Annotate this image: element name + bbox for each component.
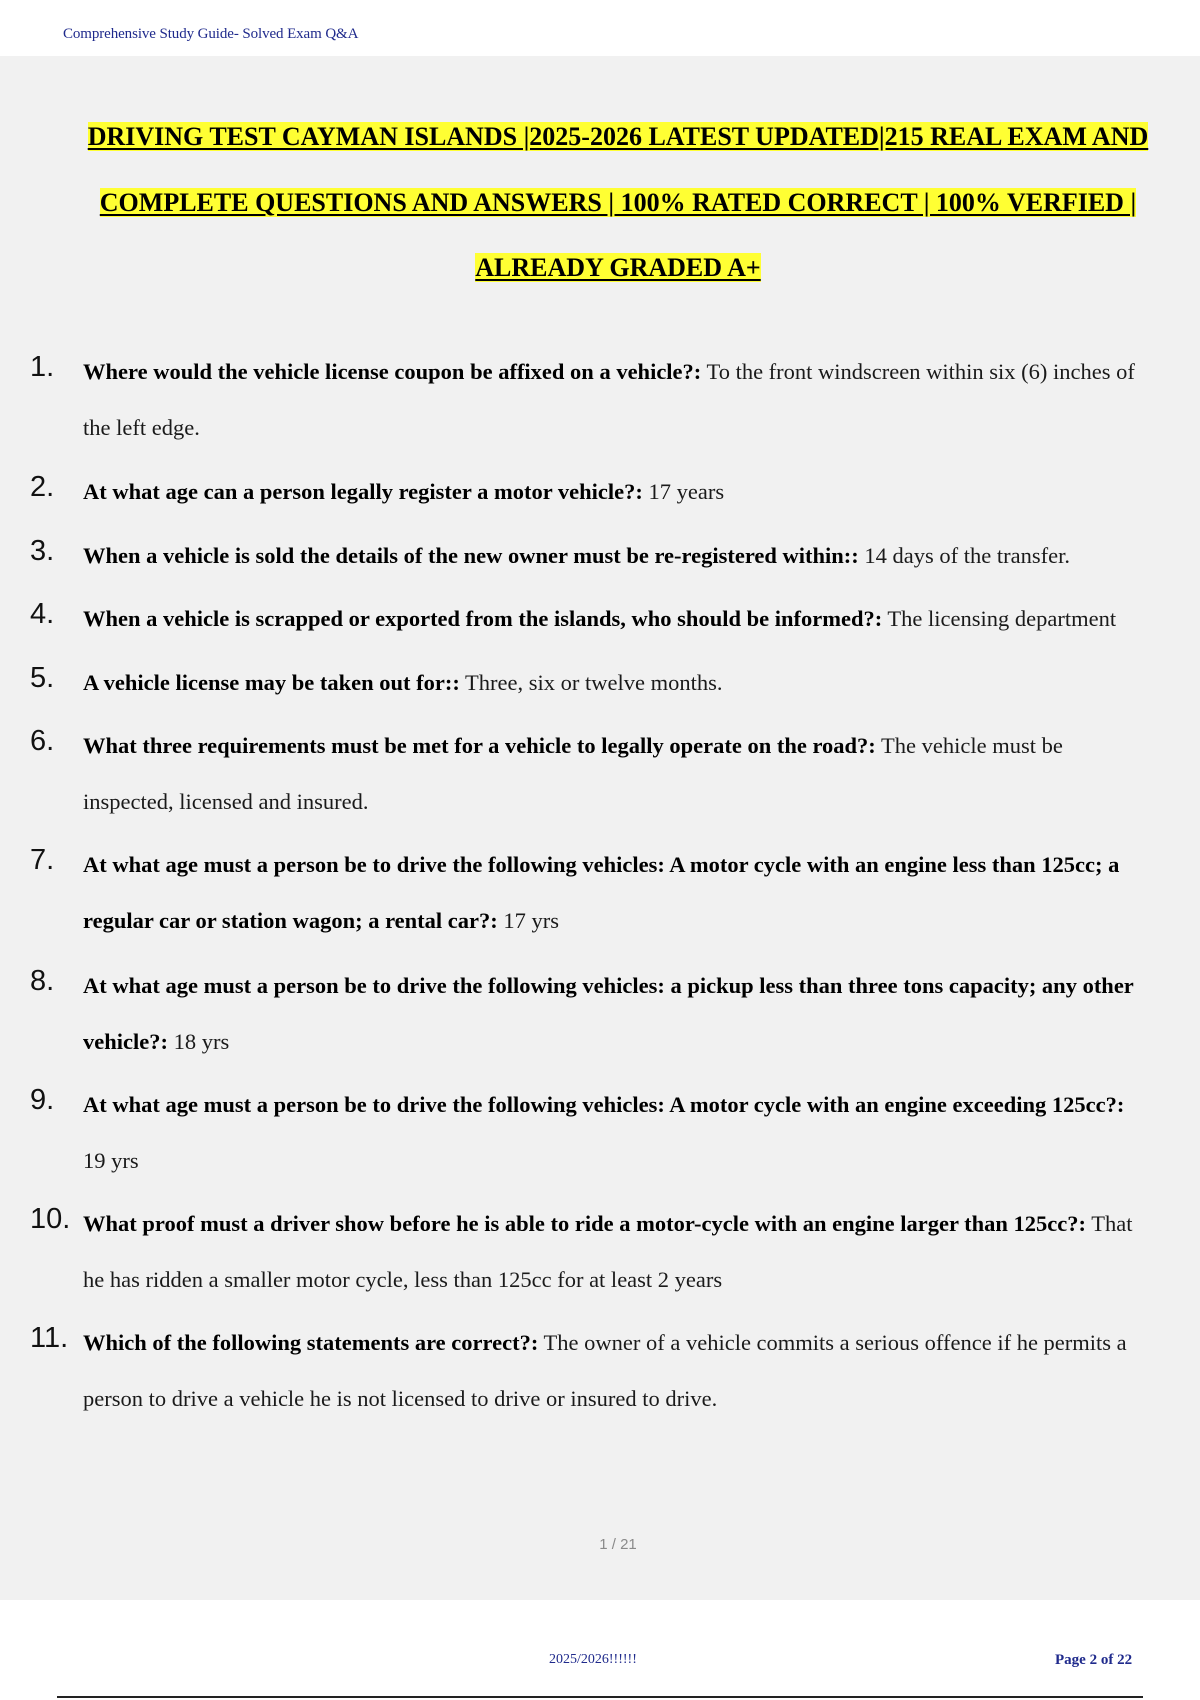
viewer-page-indicator: 1 / 21 bbox=[599, 1536, 637, 1553]
answer-text: To the front windscreen within six (6) inches of bbox=[701, 359, 1135, 384]
question-text-cont: vehicle?: bbox=[83, 1029, 168, 1054]
answer-text-cont: inspected, licensed and insured. bbox=[83, 789, 369, 814]
question-line-1 bbox=[83, 479, 724, 505]
question-text: Which of the following statements are correct?: bbox=[83, 1330, 539, 1355]
answer-text-cont: the left edge. bbox=[83, 415, 200, 440]
question-line-1 bbox=[83, 543, 1070, 569]
answer-text: That bbox=[1086, 1211, 1133, 1236]
title-line-3 bbox=[0, 253, 1200, 283]
question-number: 7. bbox=[30, 844, 55, 876]
question-text-cont: regular car or station wagon; a rental car?: bbox=[83, 908, 498, 933]
answer-text: The licensing department bbox=[882, 606, 1117, 631]
question-line-2 bbox=[83, 1267, 722, 1293]
title-line-2-text: COMPLETE QUESTIONS AND ANSWERS | 100% RATED CORRECT | 100% VERFIED | bbox=[99, 188, 1137, 217]
question-text: Where would the vehicle license coupon be affixed on a vehicle?: bbox=[83, 359, 702, 384]
question-text: At what age must a person be to drive the following vehicles: A motor cycle with an engine exceeding 125cc?: bbox=[83, 1092, 1125, 1117]
question-line-1 bbox=[83, 1092, 1124, 1118]
question-line-1 bbox=[83, 670, 722, 696]
question-number: 6. bbox=[30, 725, 55, 757]
question-line-2 bbox=[83, 908, 559, 934]
question-number: 4. bbox=[30, 598, 55, 630]
answer-text-cont: 19 yrs bbox=[83, 1148, 139, 1173]
question-line-1 bbox=[83, 852, 1119, 878]
question-number: 8. bbox=[30, 965, 55, 997]
question-line-1 bbox=[83, 1211, 1132, 1237]
question-number: 9. bbox=[30, 1084, 55, 1116]
page-footer bbox=[0, 1600, 1200, 1700]
question-line-2 bbox=[83, 789, 369, 815]
question-line-1 bbox=[83, 973, 1134, 999]
document-page bbox=[0, 56, 1200, 1600]
question-text: What three requirements must be met for a vehicle to legally operate on the road?: bbox=[83, 733, 876, 758]
top-header-bar bbox=[0, 0, 1200, 56]
question-line-2 bbox=[83, 1148, 139, 1174]
answer-text: The vehicle must be bbox=[875, 733, 1063, 758]
question-text: At what age must a person be to drive the following vehicles: a pickup less than three tons capacity; any other bbox=[83, 973, 1134, 998]
question-text: A vehicle license may be taken out for:: bbox=[83, 670, 460, 695]
question-text: At what age must a person be to drive the following vehicles: A motor cycle with an engine less than 125cc; a bbox=[83, 852, 1120, 877]
footer-divider bbox=[57, 1696, 1143, 1698]
answer-text-cont: 18 yrs bbox=[167, 1029, 230, 1054]
title-line-2 bbox=[0, 188, 1200, 218]
footer-page-number: Page 2 of 22 bbox=[1055, 1652, 1133, 1668]
title-line-1-text: DRIVING TEST CAYMAN ISLANDS |2025-2026 LATEST UPDATED|215 REAL EXAM AND bbox=[87, 122, 1149, 151]
footer-center-text: 2025/2026!!!!!! bbox=[549, 1652, 637, 1667]
answer-text: The owner of a vehicle commits a serious offence if he permits a bbox=[538, 1330, 1127, 1355]
question-number: 3. bbox=[30, 535, 55, 567]
question-text: What proof must a driver show before he is able to ride a motor-cycle with an engine larger than 125cc?: bbox=[83, 1211, 1087, 1236]
question-number: 11. bbox=[30, 1322, 69, 1354]
answer-text-cont: person to drive a vehicle he is not licensed to drive or insured to drive. bbox=[83, 1386, 718, 1411]
question-line-1 bbox=[83, 359, 1135, 385]
question-number: 10. bbox=[30, 1203, 71, 1235]
question-line-1 bbox=[83, 606, 1116, 632]
question-number: 2. bbox=[30, 471, 55, 503]
question-line-2 bbox=[83, 1029, 229, 1055]
answer-text: 17 years bbox=[642, 479, 725, 504]
question-line-1 bbox=[83, 733, 1063, 759]
question-number: 5. bbox=[30, 662, 55, 694]
answer-text: Three, six or twelve months. bbox=[459, 670, 723, 695]
title-line-3-text: ALREADY GRADED A+ bbox=[475, 253, 761, 282]
question-text: At what age can a person legally register a motor vehicle?: bbox=[83, 479, 643, 504]
question-number: 1. bbox=[30, 351, 55, 383]
question-line-1 bbox=[83, 1330, 1127, 1356]
question-line-2 bbox=[83, 1386, 717, 1412]
question-text: When a vehicle is scrapped or exported from the islands, who should be informed?: bbox=[83, 606, 883, 631]
document-header-text: Comprehensive Study Guide- Solved Exam Q&A bbox=[63, 26, 359, 42]
question-line-2 bbox=[83, 415, 200, 441]
answer-text-cont: he has ridden a smaller motor cycle, less than 125cc for at least 2 years bbox=[83, 1267, 723, 1292]
question-text: When a vehicle is sold the details of the new owner must be re-registered within:: bbox=[83, 543, 859, 568]
title-line-1 bbox=[0, 122, 1200, 152]
answer-text-cont: 17 yrs bbox=[497, 908, 559, 933]
answer-text: 14 days of the transfer. bbox=[858, 543, 1070, 568]
